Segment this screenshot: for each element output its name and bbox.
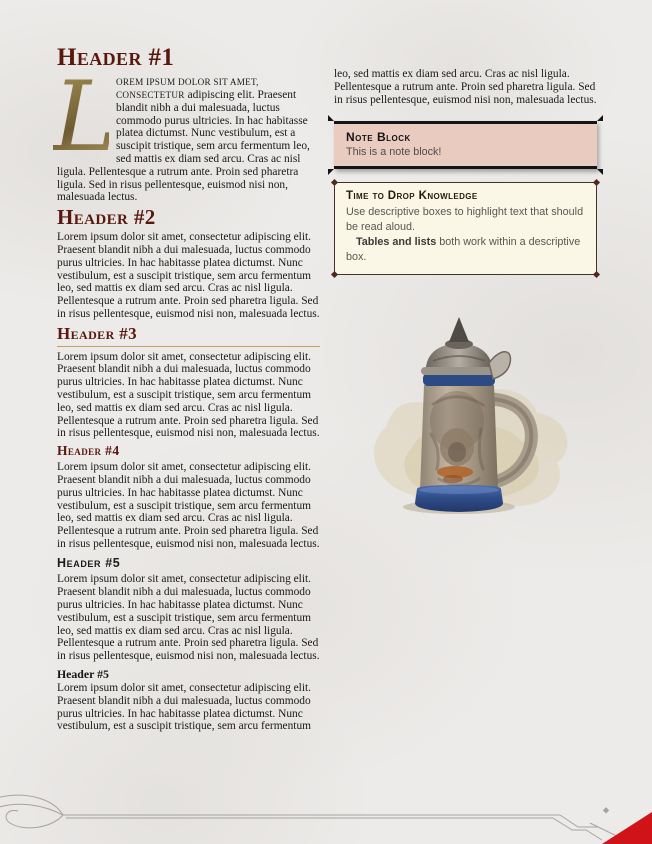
continuation-paragraph: leo, sed mattis ex diam sed arcu. Cras ac nisl ligula. Pellentesque a rutrum ante. Proin sed pharetra ligula. Sed in risus pellentesque, euismod nisi non, malesuada lectus.	[334, 68, 597, 106]
descriptive-box-line2-rest: both work within a descriptive box.	[346, 236, 581, 264]
descriptive-box-line2	[346, 235, 585, 265]
heading-5: Header #5	[57, 555, 121, 570]
heading-4: Header #4	[57, 443, 120, 459]
ribbon-end-icon	[597, 169, 603, 175]
corner-dot-icon	[331, 179, 338, 186]
beer-stein-icon	[341, 309, 591, 517]
heading-3: Header #3	[57, 325, 320, 347]
ribbon-end-icon	[328, 169, 334, 175]
right-column	[334, 45, 597, 733]
paragraph-4: Lorem ipsum dolor sit amet, consectetur adipiscing elit. Praesent blandit nibh a dui malesuada, luctus commodo purus ultricies. In hac habitasse platea dictumst. Nunc vestibulum, est a suscipit tristique, sem arcu fermentum leo, sed mattis ex diam sed arcu. Cras ac nisl ligula. Pellentesque a rutrum ante. Proin sed pharetra ligula. Sed in risus pellentesque, euismod nisi non, malesuada lectus.	[57, 461, 320, 550]
smallcaps-lead-in: OREM IPSUM DOLOR SIT AMET, CONSECTETUR	[116, 77, 259, 101]
heading-2: Header #2	[57, 205, 156, 230]
note-block-title: Note Block	[346, 130, 411, 145]
stein-illustration	[334, 309, 597, 522]
paragraph-3: Lorem ipsum dolor sit amet, consectetur adipiscing elit. Praesent blandit nibh a dui malesuada, luctus commodo purus ultricies. In hac habitasse platea dictumst. Nunc vestibulum, est a suscipit tristique, sem arcu fermentum leo, sed mattis ex diam sed arcu. Cras ac nisl ligula. Pellentesque a rutrum ante. Proin sed pharetra ligula. Sed in risus pellentesque, euismod nisi non, malesuada lectus.	[57, 350, 320, 440]
corner-dot-icon	[593, 271, 600, 278]
left-column	[53, 44, 320, 733]
corner-dot-icon	[331, 271, 338, 278]
note-block-body: This is a note block!	[346, 146, 442, 159]
footer-decoration	[0, 792, 652, 844]
footer-diamond-icon	[603, 807, 609, 813]
descriptive-box-line1: Use descriptive boxes to highlight text that should be read aloud.	[346, 206, 584, 234]
heading-6: Header #5	[57, 667, 109, 682]
ribbon-end-icon	[597, 115, 603, 121]
descriptive-box-bold-lead: Tables and lists	[356, 236, 437, 249]
ribbon-end-icon	[328, 115, 334, 121]
note-block	[334, 121, 597, 169]
paragraph-1	[53, 61, 320, 204]
paragraph-6: Lorem ipsum dolor sit amet, consectetur adipiscing elit. Praesent blandit nibh a dui malesuada, luctus commodo purus ultricies. In hac habitasse platea dictumst. Nunc vestibulum, est a suscipit tristique, sem arcu fermentum	[57, 681, 312, 733]
paragraph-1-text: adipiscing elit. Praesent blandit nibh a dui malesuada, luctus commodo purus ultricies. In hac habitasse platea dictumst. Nunc vestibulum, est a suscipit tristique, sem arcu fermentum leo, sed mattis ex diam sed arcu. Cras ac nisl ligula. Pellentesque a rutrum ante. Proin sed pharetra ligula. Sed in risus pellentesque, euismod nisi non, malesuada lectus.	[57, 89, 310, 204]
descriptive-box	[334, 182, 597, 275]
two-column-layout	[53, 44, 597, 733]
corner-dot-icon	[593, 179, 600, 186]
dropcap-letter: L	[53, 61, 117, 174]
paragraph-5: Lorem ipsum dolor sit amet, consectetur adipiscing elit. Praesent blandit nibh a dui malesuada, luctus commodo purus ultricies. In hac habitasse platea dictumst. Nunc vestibulum, est a suscipit tristique, sem arcu fermentum leo, sed mattis ex diam sed arcu. Cras ac nisl ligula. Pellentesque a rutrum ante. Proin sed pharetra ligula. Sed in risus pellentesque, euismod nisi non, malesuada lectus.	[57, 573, 320, 663]
page-title: Header #1	[57, 44, 175, 71]
descriptive-box-title: Time to Drop Knowledge	[346, 190, 478, 203]
paragraph-2: Lorem ipsum dolor sit amet, consectetur adipiscing elit. Praesent blandit nibh a dui malesuada, luctus commodo purus ultricies. In hac habitasse platea dictumst. Nunc vestibulum, est a suscipit tristique, sem arcu fermentum leo, sed mattis ex diam sed arcu. Cras ac nisl ligula. Pellentesque a rutrum ante. Proin sed pharetra ligula. Sed in risus pellentesque, euismod nisi non, malesuada lectus.	[57, 231, 320, 321]
page-corner-accent	[602, 812, 652, 844]
